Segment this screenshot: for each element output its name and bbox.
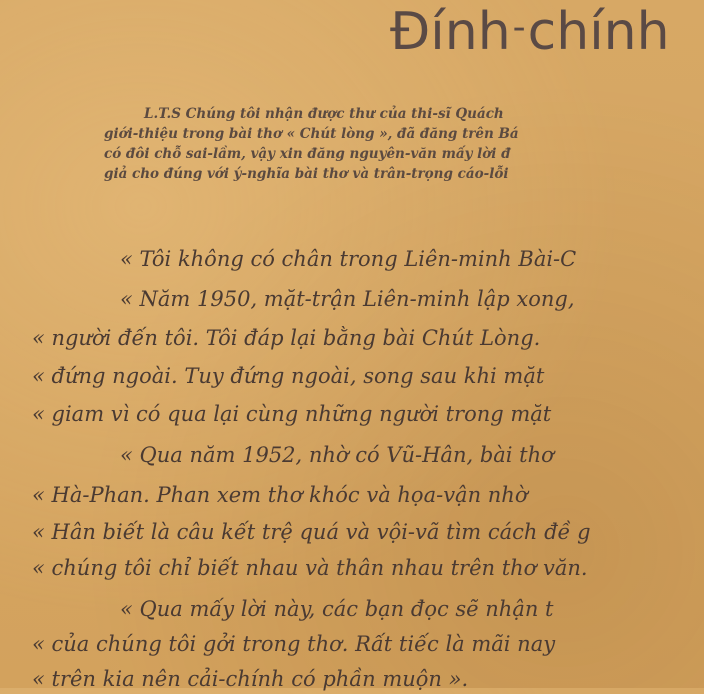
editor-note-line: giới-thiệu trong bài thơ « Chút lòng », đã đăng trên Bá: [104, 126, 519, 142]
paragraph-line: « người đến tôi. Tôi đáp lại bằng bài Chút Lòng.: [32, 326, 541, 350]
paragraph-line: « Năm 1950, mặt-trận Liên-minh lập xong,: [120, 287, 575, 311]
title-dash: -: [512, 7, 526, 48]
editor-note-line: giả cho đúng với ý-nghĩa bài thơ và trân-trọng cáo-lỗi: [104, 166, 509, 182]
paragraph-line: « chúng tôi chỉ biết nhau và thân nhau trên thơ văn.: [32, 556, 588, 580]
editor-note: [104, 104, 704, 184]
title-word-2: chính: [527, 2, 670, 62]
paragraph-line: « Qua năm 1952, nhờ có Vũ-Hân, bài thơ: [120, 443, 554, 467]
paragraph-line: « đứng ngoài. Tuy đứng ngoài, song sau khi mặt: [32, 364, 545, 388]
title-word-1: Đính: [390, 2, 511, 62]
paragraph-line: « của chúng tôi gởi trong thơ. Rất tiếc là mãi nay: [32, 632, 556, 656]
paragraph-line: « trên kia nên cải-chính có phần muộn ».: [32, 667, 469, 691]
paragraph-line: « Hà-Phan. Phan xem thơ khóc và họa-vận nhờ: [32, 483, 528, 507]
paragraph-line: « giam vì có qua lại cùng những người trong mặt: [32, 402, 552, 426]
paragraph-line: « Tôi không có chân trong Liên-minh Bài-C: [120, 247, 577, 271]
article-title: [390, 2, 670, 62]
paragraph-line: « Hân biết là câu kết trệ quá và vội-vã tìm cách đề g: [32, 520, 591, 544]
editor-note-line: có đôi chỗ sai-lầm, vậy xin đăng nguyên-văn mấy lời đ: [104, 146, 511, 162]
editor-note-line: L.T.S Chúng tôi nhận được thư của thi-sĩ Quách: [144, 106, 504, 122]
paragraph-line: « Qua mấy lời này, các bạn đọc sẽ nhận t: [120, 597, 554, 621]
